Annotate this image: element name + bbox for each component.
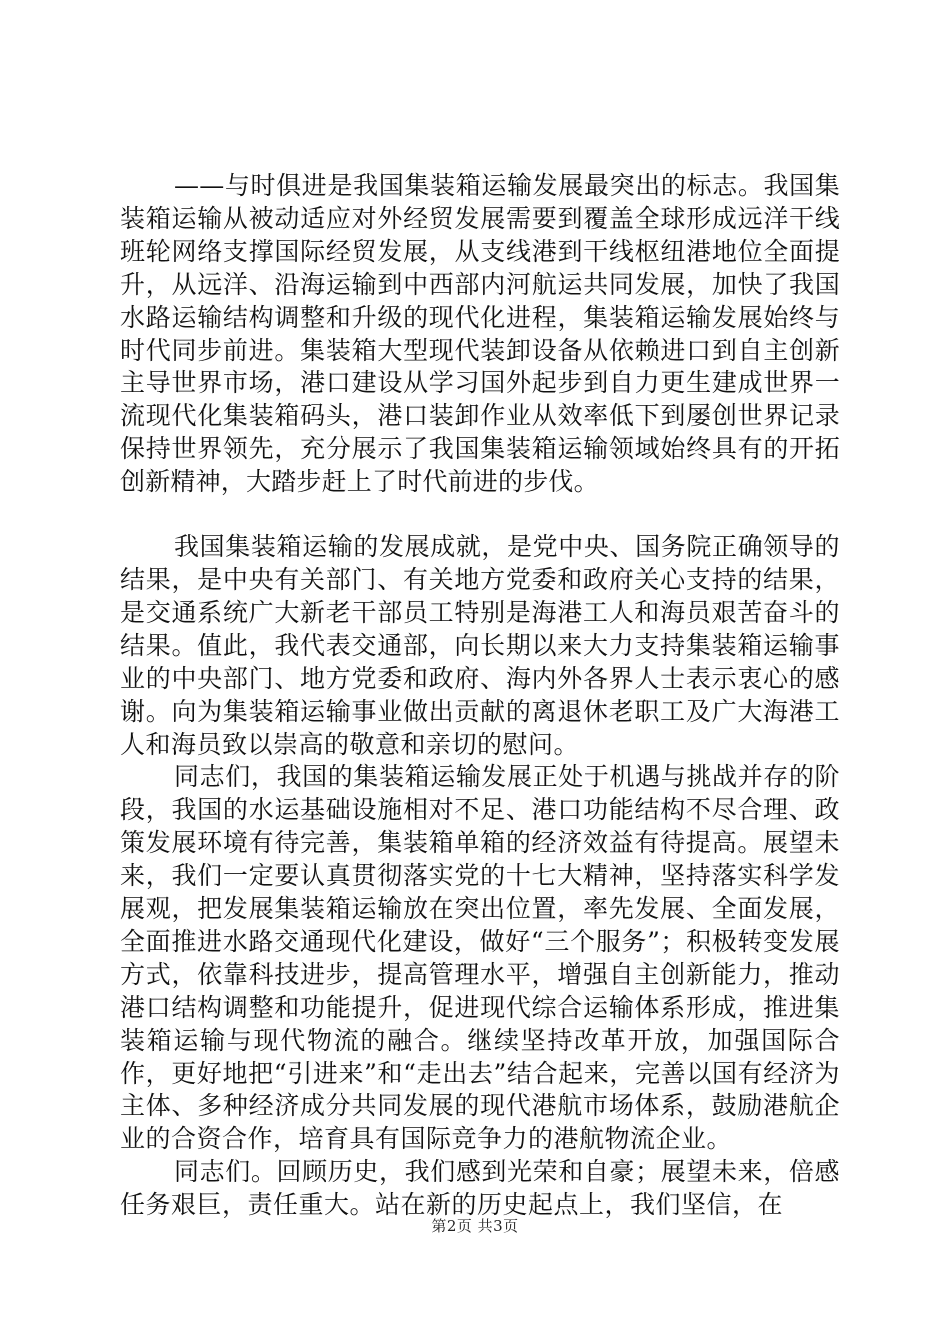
document-body	[120, 170, 840, 1222]
paragraph-2: 我国集装箱运输的发展成就，是党中央、国务院正确领导的结果，是中央有关部门、有关地方党委和政府关心支持的结果，是交通系统广大新老干部员工特别是海港工人和海员艰苦奋斗的结果。值此，我代表交通部，向长期以来大力支持集装箱运输事业的中央部门、地方党委和政府、海内外各界人士表示衷心的感谢。向为集装箱运输事业做出贡献的离退休老职工及广大海港工人和海员致以崇高的敬意和亲切的慰问。	[120, 532, 840, 759]
paragraph-1: ——与时俱进是我国集装箱运输发展最突出的标志。我国集装箱运输从被动适应对外经贸发展需要到覆盖全球形成远洋干线班轮网络支撑国际经贸发展，从支线港到干线枢纽港地位全面提升，从远洋、沿海运输到中西部内河航运共同发展，加快了我国水路运输结构调整和升级的现代化进程，集装箱运输发展始终与时代同步前进。集装箱大型现代装卸设备从依赖进口到自主创新主导世界市场，港口建设从学习国外起步到自力更生建成世界一流现代化集装箱码头，港口装卸作业从效率低下到屡创世界记录保持世界领先，充分展示了我国集装箱运输领域始终具有的开拓创新精神，大踏步赶上了时代前进的步伐。	[120, 171, 840, 497]
page-number-footer: 第2页 共3页	[431, 1217, 519, 1235]
paragraph-4: 同志们。回顾历史，我们感到光荣和自豪；展望未来，倍感任务艰巨，责任重大。站在新的历史起点上，我们坚信，在	[120, 1157, 840, 1220]
paragraph-3: 同志们，我国的集装箱运输发展正处于机遇与挑战并存的阶段，我国的水运基础设施相对不足、港口功能结构不尽合理、政策发展环境有待完善，集装箱单箱的经济效益有待提高。展望未来，我们一定要认真贯彻落实党的十七大精神，坚持落实科学发展观，把发展集装箱运输放在突出位置，率先发展、全面发展，全面推进水路交通现代化建设，做好“三个服务”；积极转变发展方式，依靠科技进步，提高管理水平，增强自主创新能力，推动港口结构调整和功能提升，促进现代综合运输体系形成，推进集装箱运输与现代物流的融合。继续坚持改革开放，加强国际合作，更好地把“引进来”和“走出去”结合起来，完善以国有经济为主体、多种经济成分共同发展的现代港航市场体系，鼓励港航企业的合资合作，培育具有国际竞争力的港航物流企业。	[120, 762, 840, 1154]
